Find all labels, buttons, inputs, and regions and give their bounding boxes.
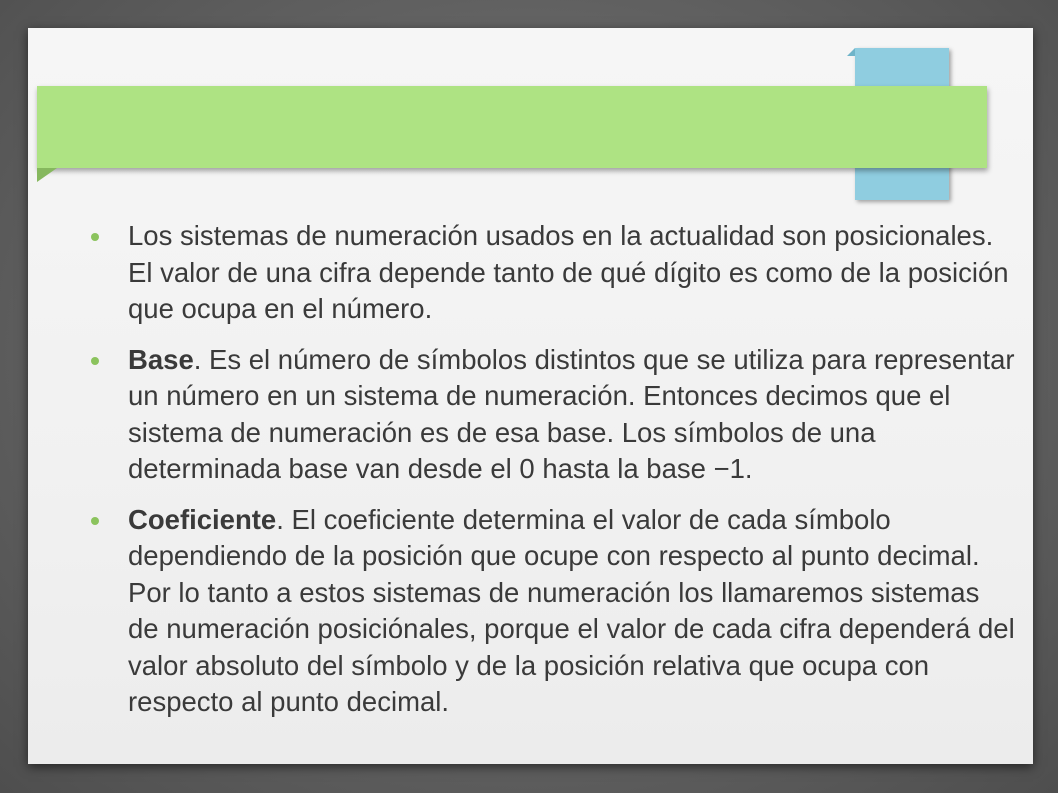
bullet-item-1 <box>86 218 1016 328</box>
bullet-item-2 <box>86 342 1016 488</box>
bullet-list <box>86 218 1016 735</box>
slide-paper <box>28 28 1033 764</box>
bullet-dot-icon <box>91 233 99 241</box>
bullet-text: Los sistemas de numeración usados en la actualidad son posicionales. El valor de una cifra depende tanto de qué dígito es como de la posición que ocupa en el número. <box>128 220 1009 324</box>
bullet-dot-icon <box>91 357 99 365</box>
bullet-text: . El coeficiente determina el valor de cada símbolo dependiendo de la posición que ocupe con respecto al punto decimal. Por lo tanto a estos sistemas de numeración los llamaremos sistemas de numeración posiciónales, porque el valor de cada cifra dependerá del valor absoluto del símbolo y de la posición relativa que ocupa con respecto al punto decimal. <box>128 503 1015 717</box>
bullet-text: . Es el número de símbolos distintos que se utiliza para representar un número en un sistema de numeración. Entonces decimos que el sistema de numeración es de esa base. Los símbolos de una determinada base van desde el 0 hasta la base −1. <box>128 343 1015 484</box>
bullet-term: Base <box>128 343 194 375</box>
bullet-item-3 <box>86 502 1016 721</box>
bullet-term: Coeficiente <box>128 503 277 535</box>
bullet-dot-icon <box>91 517 99 525</box>
title-band <box>37 86 987 168</box>
